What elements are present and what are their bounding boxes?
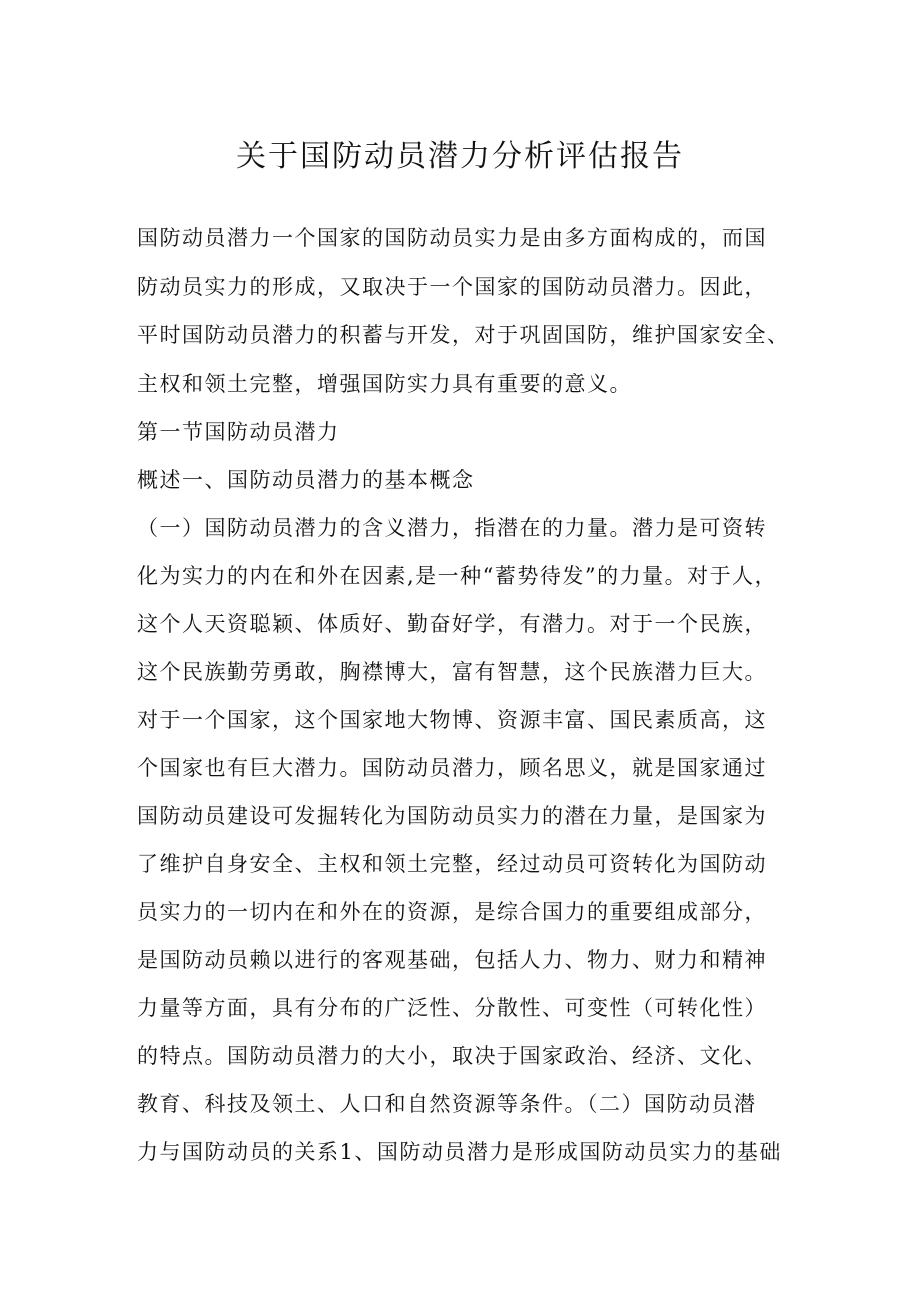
body-line: 这个人天资聪颖、体质好、勤奋好学，有潜力。对于一个民族，	[137, 612, 767, 636]
body-line: 的特点。国防动员潜力的大小，取决于国家政治、经济、文化、	[137, 1044, 767, 1068]
body-line: 这个民族勤劳勇敢，胸襟博大，富有智慧，这个民族潜力巨大。	[137, 660, 767, 684]
body-line: 员实力的一切内在和外在的资源，是综合国力的重要组成部分，	[137, 900, 767, 924]
body-line: 化为实力的内在和外在因素,是一种“蓄势待发”的力量。对于人，	[137, 564, 778, 588]
body-line: 防动员实力的形成，又取决于一个国家的国防动员潜力。因此，	[137, 275, 767, 299]
body-line: 是国防动员赖以进行的客观基础，包括人力、物力、财力和精神	[137, 948, 767, 972]
body-line: 国防动员建设可发掘转化为国防动员实力的潜在力量，是国家为	[137, 804, 767, 828]
body-line: 平时国防动员潜力的积蓄与开发，对于巩固国防，维护国家安全、	[137, 323, 790, 347]
body-line: 主权和领土完整，增强国防实力具有重要的意义。	[137, 372, 632, 396]
body-line: 了维护自身安全、主权和领土完整，经过动员可资转化为国防动	[137, 852, 767, 876]
body-line: 力与国防动员的关系1、国防动员潜力是形成国防动员实力的基础	[137, 1140, 782, 1164]
body-line: 力量等方面，具有分布的广泛性、分散性、可变性（可转化性）	[137, 996, 767, 1020]
body-line: 国防动员潜力一个国家的国防动员实力是由多方面构成的，而国	[137, 226, 767, 250]
section-heading: 第一节国防动员潜力	[137, 420, 340, 444]
subsection-heading: 概述一、国防动员潜力的基本概念	[137, 468, 475, 492]
body-line: 教育、科技及领土、人口和自然资源等条件。（二）国防动员潜	[137, 1092, 757, 1116]
document-title: 关于国防动员潜力分析评估报告	[236, 139, 684, 174]
body-line: 对于一个国家，这个国家地大物博、资源丰富、国民素质高，这	[137, 708, 767, 732]
body-line: 个国家也有巨大潜力。国防动员潜力，顾名思义，就是国家通过	[137, 756, 767, 780]
body-line: （一）国防动员潜力的含义潜力，指潜在的力量。潜力是可资转	[137, 516, 767, 540]
